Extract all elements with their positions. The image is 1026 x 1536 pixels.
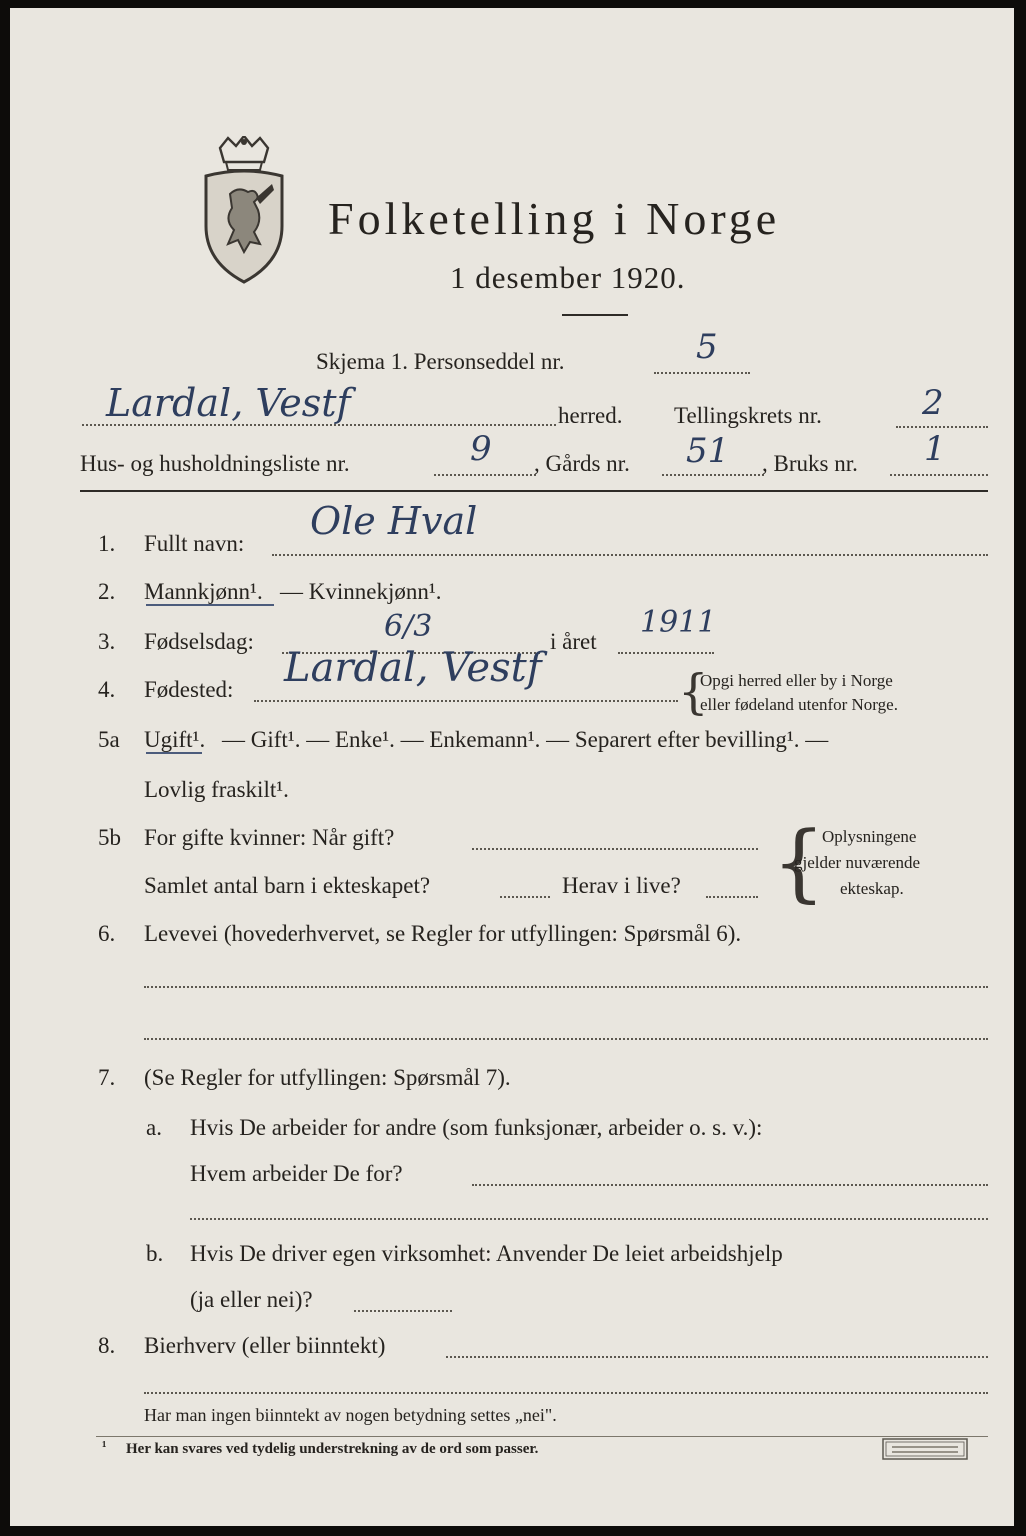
q5b-note-line2: gjelder nuværende bbox=[794, 853, 921, 872]
q7-number: 7. bbox=[98, 1065, 116, 1090]
q5b-note-line1: Oplysningene bbox=[822, 827, 917, 846]
gards-value: 51 bbox=[686, 431, 730, 471]
personseddel-field-line bbox=[654, 372, 750, 374]
q3-year-value: 1911 bbox=[640, 605, 717, 640]
title-divider bbox=[562, 314, 628, 316]
q4-label: Fødested: bbox=[144, 677, 234, 702]
q5a-ugift: Ugift¹. bbox=[144, 727, 206, 752]
q5a-number: 5a bbox=[98, 727, 120, 752]
q4-brace: { bbox=[678, 664, 709, 720]
census-date: 1 desember 1920. bbox=[450, 260, 686, 295]
q1-label: Fullt navn: bbox=[144, 531, 245, 556]
q3-aret-label: i året bbox=[550, 629, 597, 654]
hus-liste-label: Hus- og husholdningsliste nr. bbox=[80, 451, 350, 476]
bruks-value: 1 bbox=[924, 429, 946, 469]
q5b-number: 5b bbox=[98, 825, 121, 850]
q5b-brace: { bbox=[772, 813, 826, 911]
q1-fullname-value: Ole Hval bbox=[310, 499, 478, 543]
footnote-mark: ¹ bbox=[102, 1439, 107, 1455]
q5b-note-line3: ekteskap. bbox=[840, 879, 904, 898]
gards-label: , Gårds nr. bbox=[534, 451, 630, 476]
q3-aret-field-line bbox=[618, 652, 714, 654]
skjema-label: Skjema 1. Personseddel nr. bbox=[316, 349, 565, 374]
q6-number: 6. bbox=[98, 921, 116, 946]
q1-number: 1. bbox=[98, 531, 116, 556]
q5b-children-label: Samlet antal barn i ekteskapet? bbox=[144, 873, 431, 898]
q2-mannkjonn: Mannkjønn¹. bbox=[144, 579, 263, 604]
q7b-question: (ja eller nei)? bbox=[190, 1287, 313, 1312]
footnote-divider bbox=[96, 1436, 988, 1437]
q6-field-line-2 bbox=[144, 1038, 988, 1040]
bruks-field-line bbox=[890, 474, 988, 476]
q5a-line2: Lovlig fraskilt¹. bbox=[144, 777, 289, 802]
q7a-label: a. bbox=[146, 1115, 162, 1140]
header-divider bbox=[80, 490, 988, 492]
q3-number: 3. bbox=[98, 629, 116, 654]
q3-label: Fødselsdag: bbox=[144, 629, 254, 654]
q4-birthplace-value: Lardal, Vestf bbox=[284, 645, 542, 691]
q2-kvinnekjonn: — Kvinnekjønn¹. bbox=[280, 579, 442, 604]
q5b-alive-field-line bbox=[706, 896, 758, 898]
q7a-field-line-2 bbox=[190, 1218, 988, 1220]
biinntekt-note: Har man ingen biinntekt av nogen betydning settes „nei". bbox=[144, 1405, 557, 1425]
bruks-label: , Bruks nr. bbox=[762, 451, 858, 476]
q5b-line1: For gifte kvinner: Når gift? bbox=[144, 825, 395, 850]
coat-of-arms-icon bbox=[198, 136, 290, 286]
q7a-question: Hvem arbeider De for? bbox=[190, 1161, 403, 1186]
q5a-options: — Gift¹. — Enke¹. — Enkemann¹. — Separert efter bevilling¹. — bbox=[222, 727, 829, 752]
q2-number: 2. bbox=[98, 579, 116, 604]
herred-value: Lardal, Vestf bbox=[106, 381, 351, 425]
census-form-page bbox=[10, 8, 1014, 1526]
q7-text: (Se Regler for utfyllingen: Spørsmål 7). bbox=[144, 1065, 511, 1090]
tellingskrets-value: 2 bbox=[922, 383, 944, 423]
tellingskrets-label: Tellingskrets nr. bbox=[674, 403, 822, 428]
q5b-married-field-line bbox=[472, 848, 758, 850]
q3-birthday-value: 6/3 bbox=[384, 609, 433, 644]
printer-stamp-icon bbox=[882, 1438, 968, 1460]
q7a-field-line bbox=[472, 1184, 988, 1186]
q5b-children-field-line bbox=[500, 896, 550, 898]
q4-field-line bbox=[254, 700, 678, 702]
q6-text: Levevei (hovederhvervet, se Regler for utfyllingen: Spørsmål 6). bbox=[144, 921, 742, 946]
q7b-field-line bbox=[354, 1310, 452, 1312]
q6-field-line-1 bbox=[144, 986, 988, 988]
q2-mannkjonn-underline bbox=[146, 604, 274, 606]
personseddel-nr-value: 5 bbox=[696, 327, 718, 367]
q1-field-line bbox=[272, 554, 988, 556]
q8-number: 8. bbox=[98, 1333, 116, 1358]
tellingskrets-field-line bbox=[896, 426, 988, 428]
q5b-alive-label: Herav i live? bbox=[562, 873, 681, 898]
form-title: Folketelling i Norge bbox=[328, 193, 781, 244]
hus-liste-field-line bbox=[434, 474, 536, 476]
gards-field-line bbox=[662, 474, 764, 476]
footnote-text: Her kan svares ved tydelig understrekning av de ord som passer. bbox=[126, 1441, 539, 1457]
herred-label: herred. bbox=[558, 403, 623, 428]
q8-field-line bbox=[446, 1356, 988, 1358]
hus-liste-value: 9 bbox=[470, 429, 492, 469]
q4-number: 4. bbox=[98, 677, 116, 702]
q7b-text: Hvis De driver egen virksomhet: Anvender De leiet arbeidshjelp bbox=[190, 1241, 783, 1266]
q8-field-line-2 bbox=[144, 1392, 988, 1394]
q7a-text: Hvis De arbeider for andre (som funksjonær, arbeider o. s. v.): bbox=[190, 1115, 763, 1140]
q5a-ugift-underline bbox=[146, 752, 202, 754]
q4-note-line1: Opgi herred eller by i Norge bbox=[700, 671, 893, 690]
q4-note-line2: eller fødeland utenfor Norge. bbox=[700, 695, 898, 714]
q7b-label: b. bbox=[146, 1241, 164, 1266]
q8-text: Bierhverv (eller biinntekt) bbox=[144, 1333, 386, 1358]
